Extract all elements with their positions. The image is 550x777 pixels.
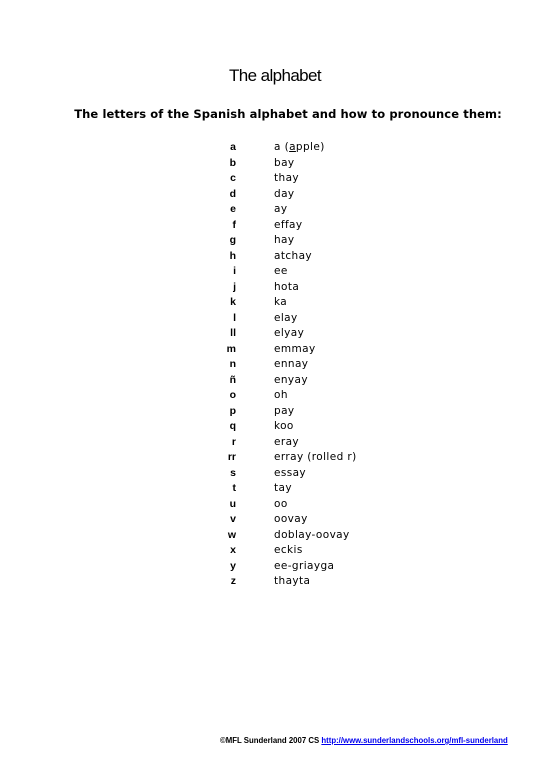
letter-row — [200, 249, 400, 265]
footer — [220, 736, 508, 745]
letter: t — [232, 482, 236, 494]
pronunciation: koo — [274, 420, 294, 432]
pronunciation: atchay — [274, 249, 313, 262]
pronunciation: thayta — [274, 575, 311, 587]
letter-row — [200, 233, 400, 249]
letter: w — [227, 528, 236, 541]
letter-row — [200, 528, 400, 544]
letter: g — [229, 234, 236, 246]
pronunciation: thay — [274, 172, 300, 184]
letter: c — [230, 172, 236, 184]
letter-row — [200, 171, 400, 187]
letter-row — [200, 512, 400, 528]
pronunciation: oo — [274, 497, 288, 510]
letter: ñ — [229, 373, 236, 386]
pronunciation: ennay — [274, 358, 309, 370]
pronunciation: ee — [274, 265, 288, 277]
letter: n — [229, 358, 236, 370]
footer-credit: ©MFL Sunderland 2007 CS — [220, 736, 322, 745]
pronunciation: elyay — [274, 327, 305, 339]
pronunciation: oovay — [274, 513, 308, 525]
pronunciation: eckis — [274, 544, 303, 556]
letter: y — [230, 559, 236, 572]
letter: a — [230, 141, 236, 153]
letter: o — [229, 389, 236, 401]
pronunciation: ay — [274, 203, 288, 215]
letter-row — [200, 280, 400, 296]
pronunciation: effay — [274, 218, 303, 231]
pronunciation: hay — [274, 234, 295, 246]
letter-row — [200, 543, 400, 559]
letter: q — [229, 420, 236, 432]
letter: k — [230, 296, 236, 308]
letter: p — [229, 404, 236, 417]
letter-row — [200, 450, 400, 466]
letter-row — [200, 295, 400, 311]
alphabet-table — [200, 140, 400, 590]
letter-row — [200, 311, 400, 327]
pronunciation: eray — [274, 435, 300, 448]
pronunciation: essay — [274, 466, 307, 479]
pronunciation: doblay-oovay — [274, 528, 350, 541]
pronunciation: ee-griayga — [274, 559, 335, 572]
pronunciation: pay — [274, 404, 295, 417]
pronunciation: hota — [274, 280, 300, 293]
letter-row — [200, 404, 400, 420]
letter: ll — [230, 327, 236, 339]
letter-row — [200, 342, 400, 358]
letter-row — [200, 264, 400, 280]
letter: z — [230, 575, 236, 587]
letter: rr — [227, 451, 236, 463]
letter: e — [230, 203, 236, 215]
letter: l — [233, 311, 236, 324]
pronunciation: emmay — [274, 342, 316, 355]
letter-row — [200, 466, 400, 482]
letter: h — [229, 249, 236, 262]
letter: f — [232, 218, 236, 231]
letter: x — [230, 544, 236, 556]
pronunciation: bay — [274, 156, 295, 169]
page-title: The alphabet — [228, 66, 322, 85]
letter: b — [229, 156, 236, 169]
letter: r — [231, 435, 236, 448]
letter-row — [200, 373, 400, 389]
letter-row — [200, 218, 400, 234]
pronunciation: elay — [274, 311, 298, 324]
letter-row — [200, 140, 400, 156]
letter-row — [200, 574, 400, 590]
letter-row — [200, 326, 400, 342]
letter: s — [230, 466, 236, 479]
letter-row — [200, 481, 400, 497]
letter-row — [200, 156, 400, 172]
letter-row — [200, 559, 400, 575]
letter-row — [200, 187, 400, 203]
pronunciation: ka — [274, 296, 288, 308]
pronunciation: tay — [274, 482, 292, 494]
letter-row — [200, 202, 400, 218]
subtitle: The letters of the Spanish alphabet and how to pronounce them: — [74, 107, 502, 121]
letter-row — [200, 435, 400, 451]
letter-row — [200, 357, 400, 373]
pronunciation: erray (rolled r) — [274, 451, 357, 463]
letter: m — [226, 342, 236, 355]
letter: d — [229, 187, 236, 200]
letter-row — [200, 419, 400, 435]
letter-row — [200, 497, 400, 513]
letter: u — [229, 497, 236, 510]
letter: j — [233, 280, 236, 293]
letter-row — [200, 388, 400, 404]
letter: i — [233, 265, 236, 277]
pronunciation: a (apple) — [274, 141, 325, 153]
letter: v — [230, 513, 236, 525]
pronunciation: enyay — [274, 373, 308, 386]
footer-link[interactable]: http://www.sunderlandschools.org/mfl-sunderland — [321, 736, 508, 745]
pronunciation: oh — [274, 389, 288, 401]
pronunciation: day — [274, 187, 295, 200]
